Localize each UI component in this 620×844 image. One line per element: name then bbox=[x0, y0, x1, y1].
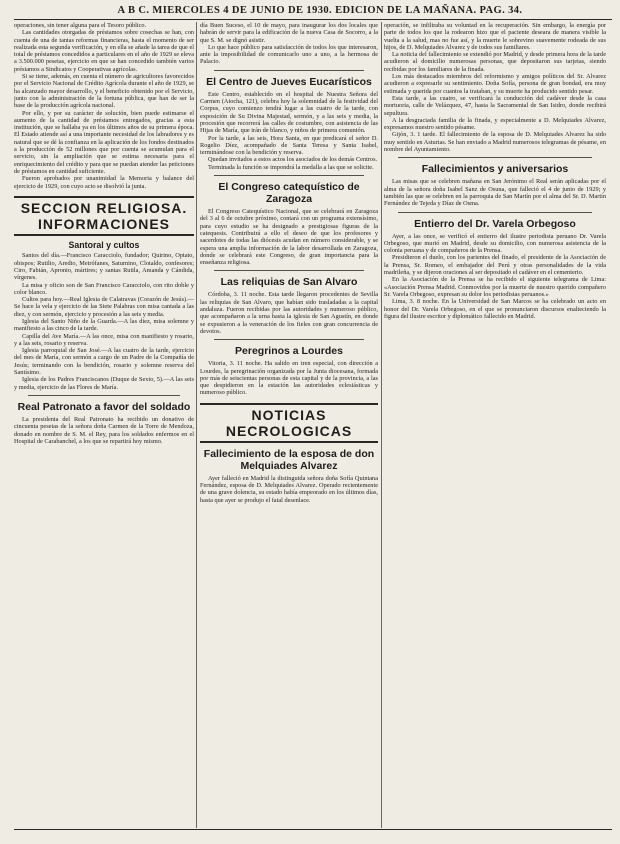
article-paragraph: A la desgraciada familia de la finada, y especialmente a D. Melquiades Alvarez, expresamos nuestro sentido pésame. bbox=[384, 116, 606, 132]
section-divider bbox=[398, 212, 592, 213]
section-banner-religiosa bbox=[14, 196, 194, 236]
article-paragraph: El Congreso Catequístico Nacional, que se celebrará en Zaragoza del 3 al 6 de octubre próximo, contará con un programa extensísimo, para cuyo estudio se ha designado a prestigiosas figuras de la catequesis. Contribuirá a ello el deseo de que los profesores y sacerdotes de todas las diócesis acudan en número considerable, y se espera una amplia información de la labor desarrollada en Zaragoza, donde se celebrará este Congreso, de gran importancia para la enseñanza religiosa. bbox=[200, 208, 378, 267]
article-paragraph: La misa y oficio son de San Francisco Caracciolo, con rito doble y color blanco. bbox=[14, 281, 194, 296]
article-paragraph: Ayer falleció en Madrid la distinguida señora doña Sofía Quintana Fernández, esposa de D. Melquiades Alvarez. Operado recientemente de una grave dolencia, su estado había empeorado en los últimos días, hasta que ayer se produjo el fatal desenlace. bbox=[200, 474, 378, 504]
article-paragraph: Por ello, y por su carácter de solución, bien puede estimarse el aumento de la cantidad de préstamos entregados, gracias a esta institución, que se hallaba ya en los últimos años de su primera época. El Estado atiende así a una importante necesidad de los labradores y es natural que se dé la confianza en la aplicación de los fondos destinados a la producción de 52 millones que por cuenta se acumulan para el servicio, sin la ampliación que se estima necesaria para el enriquecimiento del crédito y para que se puedan atender las peticiones de préstamos en cantidad suficiente. bbox=[14, 109, 194, 175]
heading-patronato: Real Patronato a favor del soldado bbox=[17, 400, 191, 413]
article-paragraph: día Buen Suceso, el 10 de mayo, para inaugurar los dos locales que habrán de servir para la edificación de la nueva Casa de Socorro, a la que S. M. se dignó asistir. bbox=[200, 22, 378, 44]
column-1 bbox=[14, 22, 194, 828]
article-paragraph: En la Asociación de la Prensa se ha recibido el siguiente telegrama de Lima: «Asociación Prensa Madrid. Conmovidos por la muerte de nuestro querido compañero Sr. Varela Orbegoso, expresan su dolor los periodistas peruanos.» bbox=[384, 276, 606, 298]
heading-fallecimiento-alvarez: Fallecimiento de la esposa de don Melquiades Alvarez bbox=[203, 447, 375, 472]
article-paragraph: Cultos para hoy.—Real Iglesia de Calatravas (Corazón de Jesús).—Se hace la vela y ejercicio de las Siete Palabras con misa cantada a las diez, y con sermón, ejercicio y procesión a las seis y media. bbox=[14, 296, 194, 318]
section-divider bbox=[214, 175, 364, 176]
page-header: A B C. MIERCOLES 4 DE JUNIO DE 1930. EDICION DE LA MAÑANA. PAG. 34. bbox=[117, 5, 523, 16]
article-paragraph: Iglesia del Santo Niño de la Guarda.—A las diez, misa solemne y manifiesto a las cinco de la tarde. bbox=[14, 318, 194, 333]
article-paragraph: Fueron aprobados por unanimidad la Memoria y balance del ejercicio de 1929, con cuyo acto se disolvió la junta. bbox=[14, 175, 194, 190]
article-paragraph: Lima, 3. 8 noche. En la Universidad de San Marcos se ha celebrado un acto en honor del Dr. Varela Orbegoso, en el que se pronunciaron discursos enalteciendo la figura del ilustre escritor y diplomático fallecido en Madrid. bbox=[384, 298, 606, 320]
article-paragraph: Presidieron el duelo, con los parientes del finado, el presidente de la Asociación de la Prensa, Sr. Romeo, el embajador del Perú y otras personalidades de la vida madrileña, y se dijeron oraciones al ser depositado el cadáver en el cementerio. bbox=[384, 254, 606, 277]
article-paragraph: La presidenta del Real Patronato ha recibido un donativo de cincuenta pesetas de la señora doña Carmen de la Torre de Mendoza, donado en nombre de S. M. el Rey, para los soldados enfermos en el Hospital de Carabanchel, a los que se repartirá hoy mismo. bbox=[14, 415, 194, 445]
banner-line: INFORMACIONES bbox=[38, 215, 170, 232]
article-paragraph: Los más destacados miembros del reformismo y amigos políticos del Sr. Alvarez acudieron a expresarle su sentimiento. Doña Sofía, persona de gran bondad, era muy estimada y querida por cuantos la trataban, y su muerte ha producido sentido pesar. bbox=[384, 73, 606, 95]
heading-congreso: El Congreso catequístico de Zaragoza bbox=[218, 181, 360, 206]
heading-centro-jueves: El Centro de Jueves Eucarísticos bbox=[206, 75, 372, 88]
section-divider bbox=[214, 339, 364, 340]
section-divider bbox=[214, 70, 364, 71]
article-paragraph: Iglesia de los Padres Franciscanos (Duque de Sexto, 5).—A las seis y media, ejercicio de las Flores de María. bbox=[14, 376, 194, 391]
article-paragraph: Lo que hace público para satisfacción de todos los que interesaron, ante la imposibilidad de comunicarlo uno a uno, a la hermosa de Palacio. bbox=[200, 43, 378, 66]
column-divider bbox=[381, 22, 382, 828]
article-paragraph: Las misas que se celebren mañana en San Jerónimo el Real serán aplicadas por el alma de la señora doña Isabel Sanz de Osuna, que falleció el 4 de junio de 1929; y también las que se celebren en la parroquia de San Martín por el alma del Sr. D. Martín Fernández de Tejeda y Díaz de Osma. bbox=[384, 178, 606, 208]
column-divider bbox=[196, 22, 197, 828]
column-2 bbox=[200, 22, 378, 828]
article-paragraph: Este Centro, establecido en el hospital de Nuestra Señora del Carmen (Atocha, 121), celebra hoy la solemnidad de la festividad del Corpus, cuyo comienzo tendrá lugar a las cuatro de la tarde, con exposición de Su Divina Majestad, sermón, y a las seis y media, la procesión que recorrerá las calles de costumbre, con asistencia de las Hijas de María, que irán de blanco, y niños de primera comunión. bbox=[200, 90, 378, 135]
banner-line: NECROLOGICAS bbox=[225, 422, 353, 439]
footer-rule bbox=[14, 829, 612, 830]
article-paragraph: Iglesia parroquial de San José.—A las cuatro de la tarde, ejercicio del mes de María, con sermón a cargo de un Padre de la Compañía de Jesús; terminando con la bendición, rosario y solemne reserva del Santísimo. bbox=[14, 347, 194, 377]
heading-reliquias: Las reliquias de San Alvaro bbox=[220, 276, 358, 289]
heading-fallecimientos: Fallecimientos y aniversarios bbox=[421, 163, 569, 176]
article-paragraph: Santos del día.—Francisco Caracciolo, fundador; Quirino, Optato, obispos; Rutilio, Aredio, Metrófanes, Saturnino, Clotaldo, confesores; Ciro, Fabián, Apronio, mártires; y santas Rutila, Amanda y Cándida, vírgenes. bbox=[14, 252, 194, 282]
article-paragraph: Si se tiene, además, en cuenta el número de agricultores favorecidos por el Servicio Nacional de Crédito Agrícola durante el año de 1929, se ha alcanzado mayor desarrollo, y el beneficio obtenido por el Servicio, junto con la administración de la fortuna pública, que han de ser la base de la producción agrícola nacional. bbox=[14, 73, 194, 110]
header-rule bbox=[14, 19, 612, 20]
article-paragraph: Por la tarde, a las seis, Hora Santa, en que predicará el señor D. Rogelio Díez, acompañado de Santa Teresa y Santa Isabel, terminándose con la bendición y reserva. bbox=[200, 134, 378, 157]
banner-line: NOTICIAS bbox=[251, 406, 327, 423]
article-paragraph: Quedan invitados a estos actos los asociados de los demás Centros. bbox=[208, 156, 378, 164]
column-3 bbox=[384, 22, 606, 828]
article-paragraph: Gijón, 3. 1 tarde. El fallecimiento de la esposa de D. Melquiades Alvarez ha sido muy sentido en Asturias. Se han enviado a Madrid numerosos telegramas de pésame, en nombre del Ayuntamiento. bbox=[384, 131, 606, 154]
article-paragraph: operación, se infiltraba su voluntad en la recuperación. Sin embargo, la energía por parte de todos los que la rodearon hizo que el paciente deseara de manera visible la vuelta a la salud, mas no fue así, y la muerte le sobrevino suavemente rodeada de sus hijos, de D. Melquiades Alvarez y de todos sus familiares. bbox=[384, 22, 606, 51]
heading-peregrinos: Peregrinos a Lourdes bbox=[235, 345, 343, 358]
section-banner-noticias bbox=[200, 403, 378, 443]
article-paragraph: La noticia del fallecimiento se extendió por Madrid, y desde primera hora de la tarde acudieron al domicilio numerosas personas, que depositaron sus tarjetas, siendo recibidas por los familiares de la finada. bbox=[384, 51, 606, 73]
article-paragraph: Ayer, a las once, se verificó el entierro del ilustre periodista peruano Dr. Varela Orbegoso, que murió en Madrid, desde su domicilio, con numerosa asistencia de la colonia peruana y de compañeros de la Prensa. bbox=[384, 232, 606, 255]
article-paragraph: Las cantidades otorgadas de préstamos sobre cosechas se han, con cuenta de una de tantas reformas financieras, hasta el momento de ser realizada esta segunda verificación, y en ella se añade la tarea de que el total de préstamos concedidos a particulares en el año de 1929 se eleva a 3.500.000 pesetas, ejercicio en que se han concedido también varios préstamos a Sindicatos y Cooperativas agrícolas. bbox=[14, 29, 194, 73]
banner-line: SECCION RELIGIOSA. bbox=[20, 199, 188, 216]
heading-varela: Entierro del Dr. Varela Orbegoso bbox=[414, 217, 576, 230]
article-paragraph: operaciones, sin tener alguna para el Tesoro público. bbox=[14, 22, 147, 29]
article-paragraph: Capilla del Ave María.—A las once, misa con manifiesto y rosario, y a las seis, rosario y reserva. bbox=[14, 332, 194, 347]
section-divider bbox=[398, 157, 592, 158]
article-paragraph: Terminada la función se impondrá la medalla a las que se solicite. bbox=[208, 163, 374, 171]
article-paragraph: Córdoba, 3. 11 noche. Esta tarde llegaron procedentes de Sevilla las reliquias de San Alvaro, que habían sido trasladadas a la capital andaluza. Fueron recibidas por las autoridades y numeroso público, que acompañaron a la urna hasta la iglesia de San Agustín, en donde se expusieron a la veneración de los fieles con gran concurrencia de devotos. bbox=[200, 291, 378, 335]
article-paragraph: Esta tarde, a las cuatro, se verificará la conducción del cadáver desde la casa mortuoria, calle de Velázquez, 47, hasta la Sacramental de San Isidro, donde recibirá sepultura. bbox=[384, 94, 606, 117]
section-divider bbox=[28, 395, 180, 396]
heading-santoral: Santoral y cultos bbox=[68, 239, 140, 250]
article-paragraph: Vitoria, 3. 11 noche. Ha salido en tren especial, con dirección a Lourdes, la peregrinación organizada por la Junta diocesana, formada por más de seiscientas personas de esta capital y de la provincia, a las que despidieron en la estación las autoridades eclesiásticas y numeroso público. bbox=[200, 360, 378, 397]
section-divider bbox=[214, 270, 364, 271]
